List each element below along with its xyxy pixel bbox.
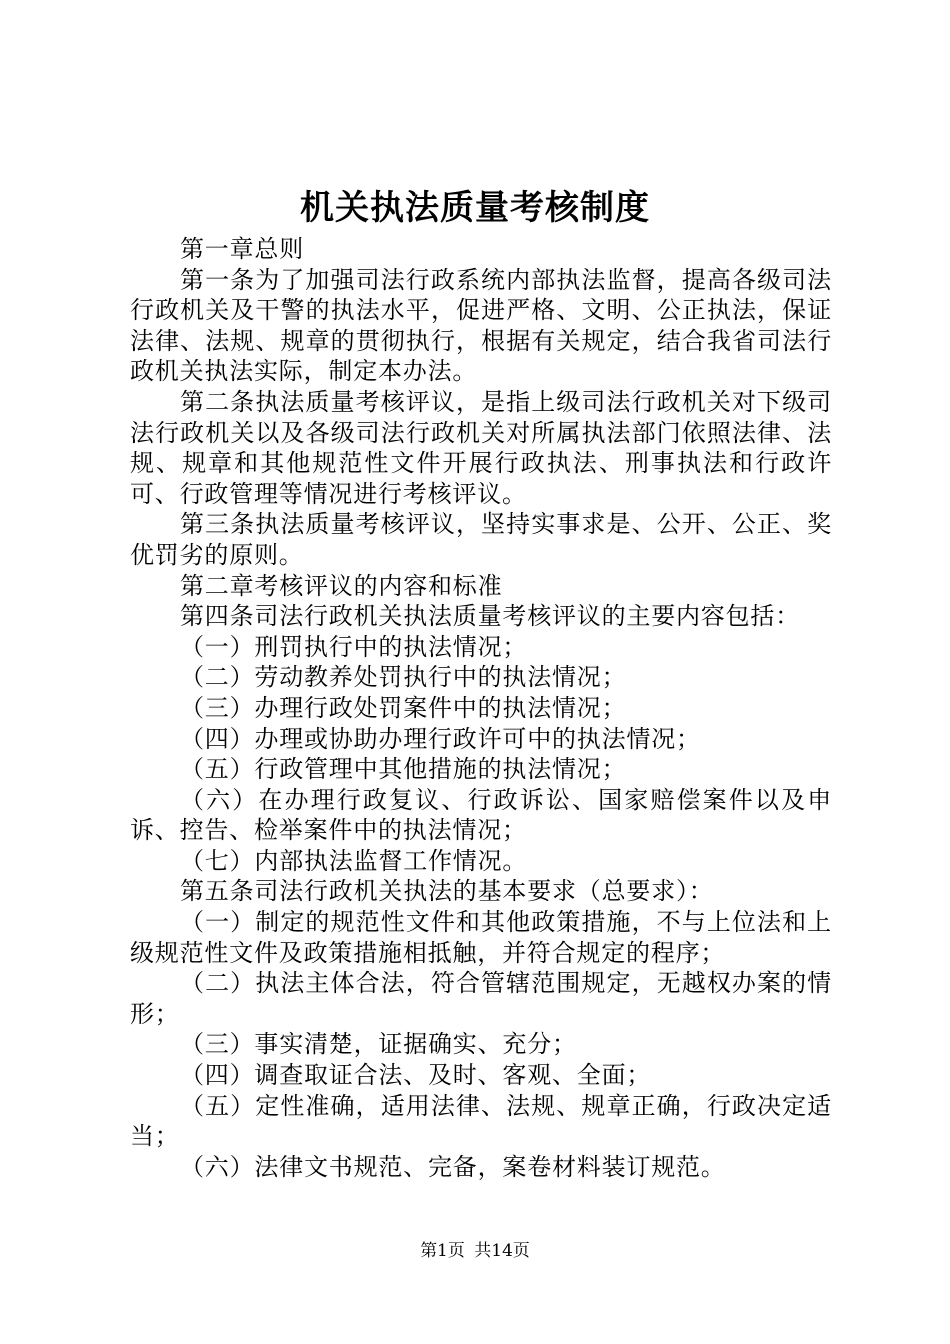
list-item: （一）制定的规范性文件和其他政策措施，不与上位法和上级规范性文件及政策措施相抵触，并符合规定的程序； bbox=[130, 908, 832, 967]
chapter-heading: 第二章考核评议的内容和标准 bbox=[180, 571, 503, 600]
paragraph: 第一条为了加强司法行政系统内部执法监督，提高各级司法行政机关及干警的执法水平，促进严格、文明、公正执法，保证法律、法规、规章的贯彻执行，根据有关规定，结合我省司法行政机关执法实际，制定本办法。 bbox=[130, 265, 832, 386]
list-item: （二）执法主体合法，符合管辖范围规定，无越权办案的情形； bbox=[130, 969, 832, 1028]
page-number: 第1页 bbox=[420, 1241, 465, 1261]
list-item: （六）法律文书规范、完备，案卷材料装订规范。 bbox=[180, 1152, 726, 1181]
page-footer bbox=[0, 1239, 950, 1263]
list-item: （一）刑罚执行中的执法情况； bbox=[180, 632, 528, 661]
paragraph: 第三条执法质量考核评议，坚持实事求是、公开、公正、奖优罚劣的原则。 bbox=[130, 510, 832, 569]
list-item: （三）办理行政处罚案件中的执法情况； bbox=[180, 693, 627, 722]
list-item: （三）事实清楚，证据确实、充分； bbox=[180, 1030, 577, 1059]
document-body bbox=[130, 234, 832, 1182]
document-title: 机关执法质量考核制度 bbox=[300, 188, 650, 228]
list-item: （四）调查取证合法、及时、客观、全面； bbox=[180, 1061, 652, 1090]
page-total: 共14页 bbox=[474, 1241, 530, 1261]
chapter-heading: 第一章总则 bbox=[180, 235, 304, 263]
list-item: （二）劳动教养处罚执行中的执法情况； bbox=[180, 663, 627, 692]
paragraph: 第五条司法行政机关执法的基本要求（总要求）： bbox=[180, 877, 714, 906]
list-item: （四）办理或协助办理行政许可中的执法情况； bbox=[180, 724, 701, 753]
paragraph: 第二条执法质量考核评议，是指上级司法行政机关对下级司法行政机关以及各级司法行政机关对所属执法部门依照法律、法规、规章和其他规范性文件开展行政执法、刑事执法和行政许可、行政管理等情况进行考核评议。 bbox=[130, 387, 832, 508]
list-item: （五）行政管理中其他措施的执法情况； bbox=[180, 755, 627, 784]
list-item: （七）内部执法监督工作情况。 bbox=[180, 846, 528, 875]
list-item: （六）在办理行政复议、行政诉讼、国家赔偿案件以及申诉、控告、检举案件中的执法情况； bbox=[130, 785, 832, 845]
paragraph: 第四条司法行政机关执法质量考核评议的主要内容包括： bbox=[180, 602, 800, 631]
list-item: （五）定性准确，适用法律、法规、规章正确，行政决定适当； bbox=[130, 1091, 832, 1151]
